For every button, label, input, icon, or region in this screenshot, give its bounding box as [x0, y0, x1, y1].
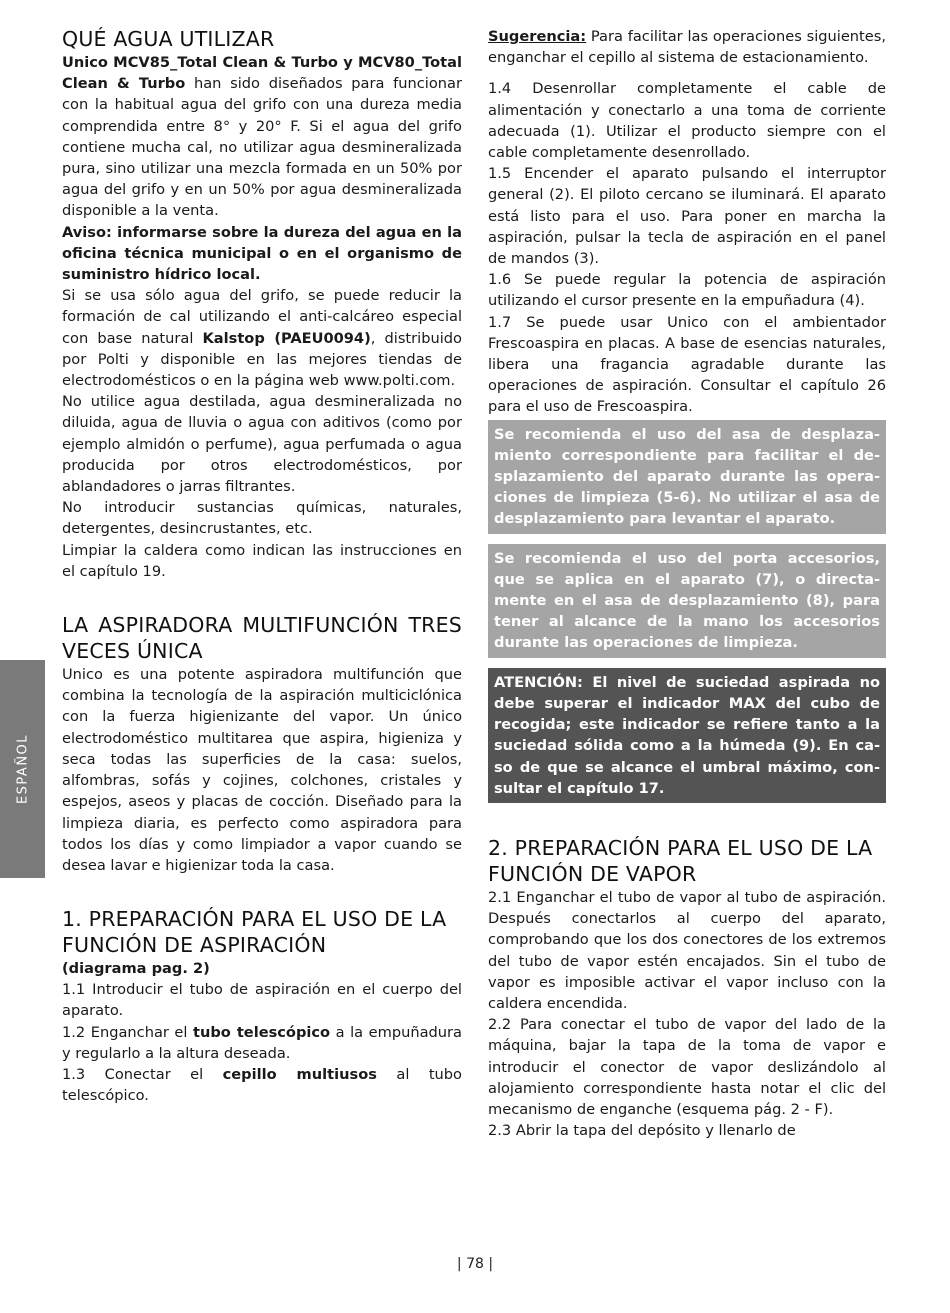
agua-text: han sido diseñados para funcionar con la habitual agua del grifo con una dureza media comprendida entre 8° y 20° F. Si el agua del grifo contiene mucha cal, no utilizar agua desmineralizada pura, sino utilizar una mezcla formada en un 50% por agua del grifo y en un 50% por agua desmineralizada disponible a la venta. — [62, 75, 462, 220]
note-box-handle: Se recomienda el uso del asa de desplaza-miento correspondiente para facilitar el de-splazamiento del aparato durante las opera-ciones de limpieza (5-6). No utilizar el asa de desplazamiento para levantar el aparato. — [488, 420, 886, 534]
step-1-3-text-a: 1.3 Conectar el — [62, 1065, 223, 1083]
sugerencia-paragraph — [488, 26, 886, 68]
sugerencia-label: Sugerencia: — [488, 28, 587, 45]
aviso-paragraph: Aviso: informarse sobre la dureza del agua en la oficina técnica municipal o en el organismo de suministro hídrico local. — [62, 223, 462, 284]
step-2-1: 2.1 Enganchar el tubo de vapor al tubo de aspiración. Después conectarlos al cuerpo del aparato, comprobando que los dos conectores de los extremos del tubo de vapor estén encajados. Sin el tubo de vapor es imposible activar el vapor incluso con la caldera encendida. — [488, 888, 886, 1012]
kalstop-text-a: Si se usa sólo agua del grifo, se puede reducir la formación de cal utilizando el anti-calcáreo especial con base natural — [62, 287, 462, 347]
step-1-2 — [62, 1022, 462, 1064]
note-box-accessories: Se recomienda el uso del porta accesorios, que se aplica en el aparato (7), o directa-mente en el asa de desplazamiento (8), para tener al alcance de la mano los accesorios durante las operaciones de limpieza. — [488, 544, 886, 658]
step-1-5: 1.5 Encender el aparato pulsando el interruptor general (2). El piloto cercano se iluminará. El aparato está listo para el uso. Para poner en marcha la aspiración, pulsar la tecla de aspiración en el panel de mandos (3). — [488, 165, 886, 268]
step-1-3-bold: cepillo multiusos — [222, 1065, 377, 1083]
heading-section-1: 1. PREPARACIÓN PARA EL USO DE LA FUNCIÓN DE ASPIRACIÓN — [62, 907, 447, 958]
step-1-2-text-a: 1.2 Enganchar el — [62, 1023, 193, 1041]
aspiradora-paragraph: Unico es una potente aspiradora multifunción que combina la tecnología de la aspiración multiciclónica con la fuerza higienizante del vapor. Un único electrodoméstico multitarea que aspira, higieniza y seca todas las superficies de la casa: suelos, alfombras, sofás y cojines, colchones, cristales y espejos, aseos y placas de cocción. Diseñado para la limpieza diaria, es perfecto como aspiradora para todos los días y como limpiador a vapor cuando se desea lavar e higienizar toda la casa. — [62, 666, 462, 874]
limpiar-paragraph: Limpiar la caldera como indican las instrucciones en el capítulo 19. — [62, 541, 462, 580]
heading-que-agua: QUÉ AGUA UTILIZAR — [62, 27, 275, 51]
heading-section-2: 2. PREPARACIÓN PARA EL USO DE LA FUNCIÓN DE VAPOR — [488, 835, 873, 886]
no-introducir-paragraph: No introducir sustancias químicas, naturales, detergentes, desincrustantes, etc. — [62, 499, 462, 538]
kalstop-text-c: , distribuido por Polti y disponible en las mejores tiendas de electrodomésticos o en la página web www.polti.com. — [62, 329, 462, 390]
right-column — [488, 26, 886, 1141]
agua-paragraph — [62, 52, 462, 222]
step-2-3: 2.3 Abrir la tapa del depósito y llenarlo de — [488, 1122, 796, 1140]
step-2-2: 2.2 Para conectar el tubo de vapor del lado de la máquina, bajar la tapa de la toma de vapor e introducir el conector de vapor deslizándolo al alojamiento correspondiente hasta notar el clic del mecanismo de enganche (esquema pág. 2 - F). — [488, 1016, 886, 1118]
step-1-2-text-c: a la empuñadura y regularlo a la altura deseada. — [62, 1023, 462, 1062]
kalstop-paragraph — [62, 285, 462, 391]
step-1-4: 1.4 Desenrollar completamente el cable de alimentación y conectarlo a una toma de corriente adecuada (1). Utilizar el producto siempre con el cable completamente desenrollado. — [488, 80, 886, 162]
section-1-subheading: (diagrama pag. 2) — [62, 960, 210, 978]
kalstop-product: Kalstop (PAEU0094) — [202, 329, 371, 347]
no-utilice-paragraph: No utilice agua destilada, agua desmineralizada no diluida, agua de lluvia o agua con aditivos (como por ejemplo almidón o perfume), agua perfumada o agua producida por otros electrodomésticos, por ablandadores o jarras filtrantes. — [62, 393, 462, 496]
model-names: Unico MCV85_Total Clean & Turbo y MCV80_Total Clean & Turbo — [62, 54, 462, 93]
heading-aspiradora: LA ASPIRADORA MULTIFUNCIÓN TRES VECES ÚNICA — [62, 613, 462, 664]
step-1-7: 1.7 Se puede usar Unico con el ambientador Frescoaspira en placas. A base de esencias naturales, libera una fragancia agradable durante las operaciones de aspiración. Consultar el capítulo 26 para el uso de Frescoaspira. — [488, 313, 886, 416]
warning-box-max-level: ATENCIÓN: El nivel de suciedad aspirada no debe superar el indicador MAX del cubo de recogida; este indicador se refiere tanto a la suciedad sólida como a la húmeda (9). En ca-so de que se alcance el umbral máximo, con-sultar el capítulo 17. — [488, 668, 886, 803]
sugerencia-text: Para facilitar las operaciones siguientes, enganchar el cepillo al sistema de estacionamiento. — [488, 28, 886, 67]
step-1-2-bold: tubo telescópico — [193, 1023, 331, 1041]
step-1-1: 1.1 Introducir el tubo de aspiración en el cuerpo del aparato. — [62, 981, 462, 1020]
step-1-3-text-c: al tubo telescópico. — [62, 1065, 462, 1105]
step-1-3 — [62, 1064, 462, 1106]
language-label: ESPAÑOL — [15, 733, 30, 805]
language-side-tab — [0, 660, 45, 878]
step-1-6: 1.6 Se puede regular la potencia de aspiración utilizando el cursor presente en la empuñadura (4). — [488, 271, 886, 310]
page-number: | 78 | — [456, 1256, 494, 1272]
left-column — [62, 26, 462, 1106]
